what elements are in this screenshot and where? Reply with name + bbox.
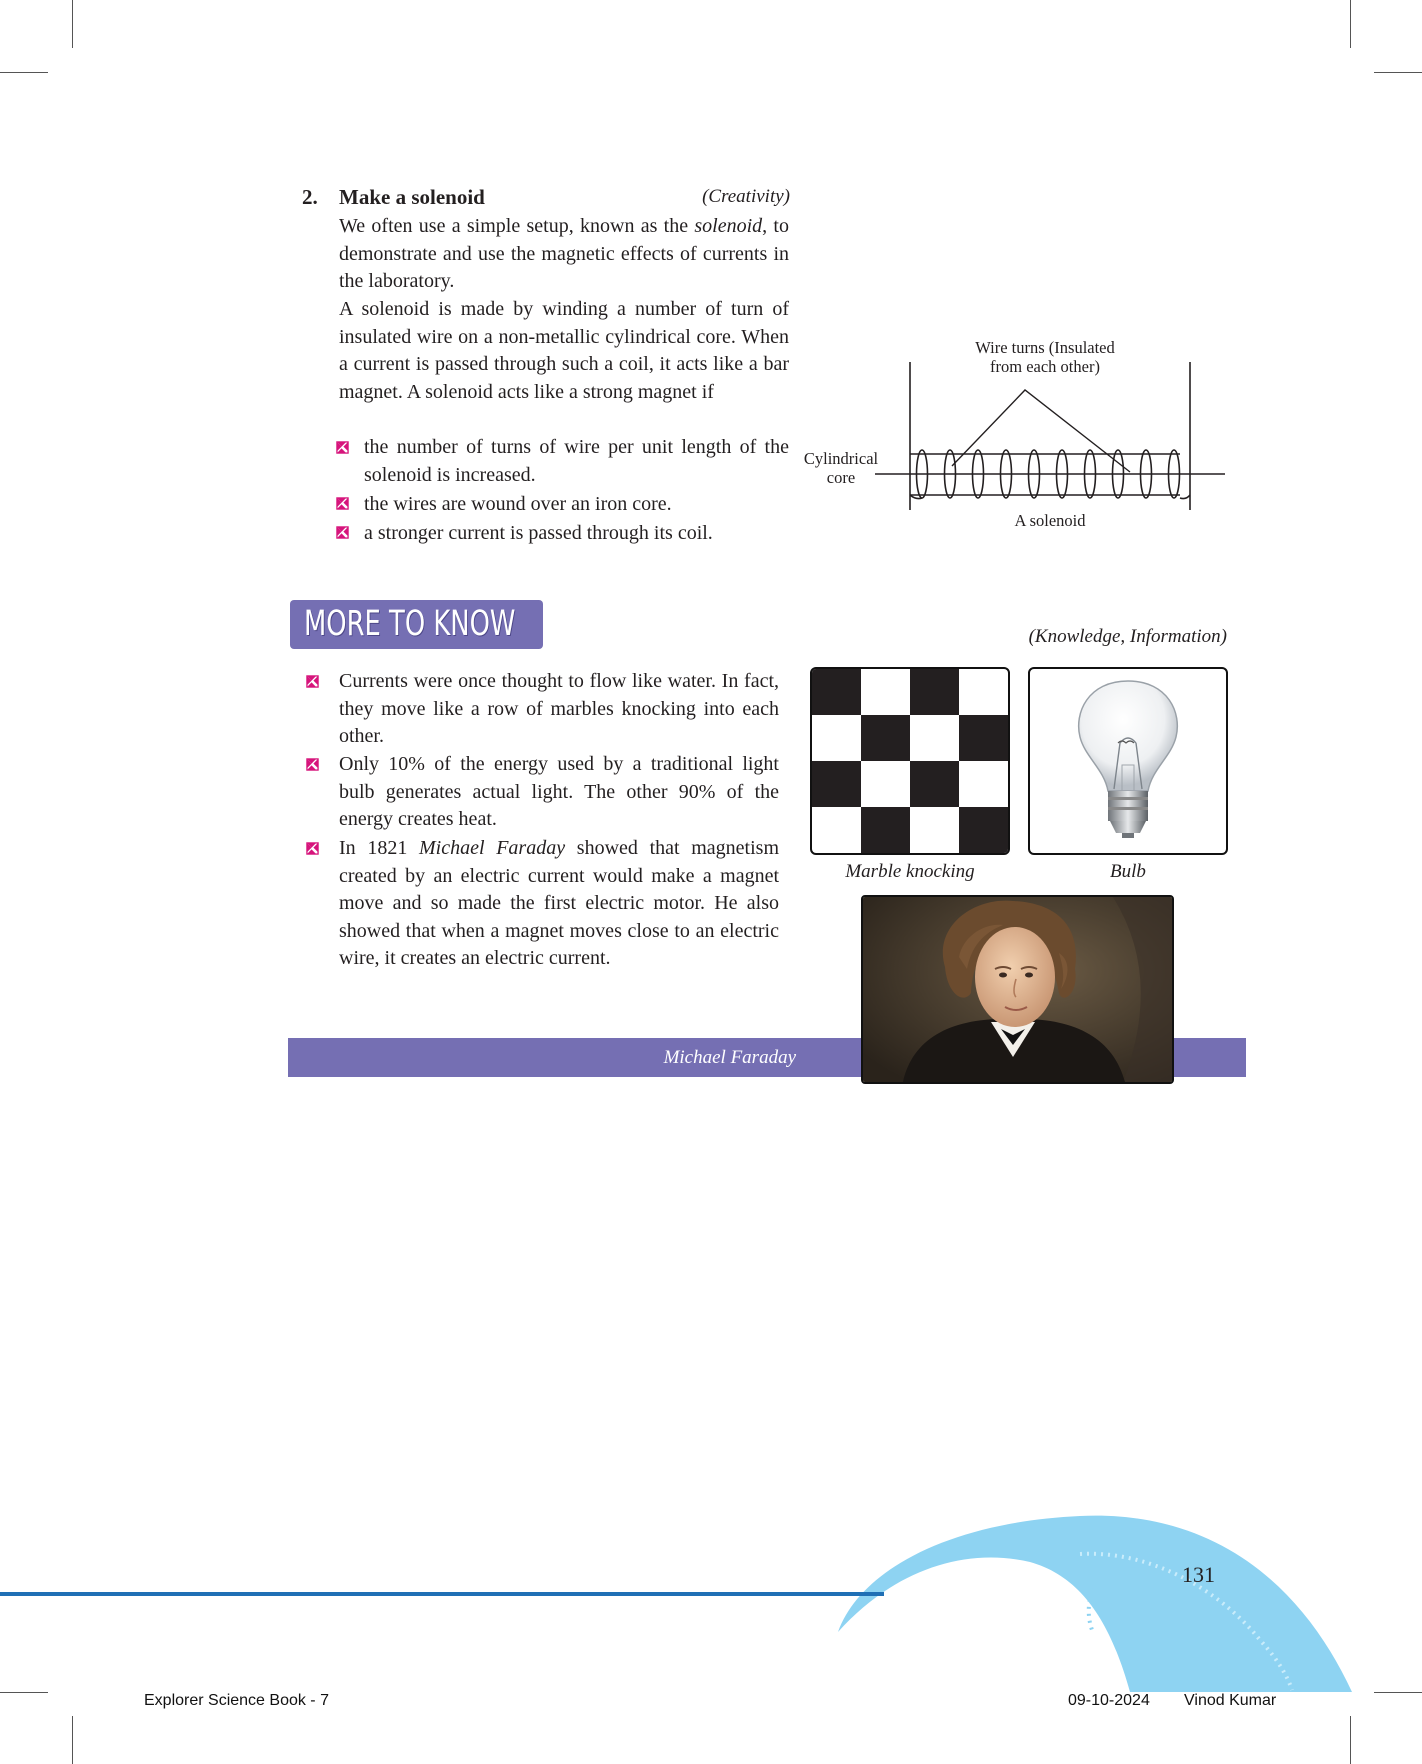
diagram-label-line: core bbox=[826, 468, 856, 487]
caption-marble-knocking: Marble knocking bbox=[845, 861, 975, 882]
crop-mark bbox=[0, 1692, 48, 1693]
page-number: 131 bbox=[1182, 1562, 1215, 1587]
more-to-know-heading-box bbox=[290, 600, 543, 649]
caption-bulb: Bulb bbox=[1110, 861, 1146, 882]
crop-mark bbox=[1350, 0, 1351, 48]
crop-mark bbox=[1374, 1692, 1422, 1693]
maltese-cross-icon bbox=[336, 526, 349, 539]
crop-mark bbox=[72, 0, 73, 48]
diagram-caption-solenoid: A solenoid bbox=[1014, 511, 1086, 530]
more-to-know-heading: MORE TO KNOW bbox=[304, 604, 516, 644]
diagram-label-line: Cylindrical bbox=[803, 449, 879, 468]
more-to-know-bullet bbox=[339, 835, 779, 973]
checkerboard-graphic bbox=[812, 669, 1008, 853]
maltese-cross-icon bbox=[306, 758, 319, 771]
maltese-cross-icon bbox=[306, 675, 319, 688]
crop-mark bbox=[1350, 1716, 1351, 1764]
section-number: 2. bbox=[302, 185, 318, 209]
crop-mark bbox=[72, 1716, 73, 1764]
para-text: We often use a simple setup, known as the bbox=[339, 215, 695, 237]
para-text: , to demonstrate and use the magnetic effects of currents in the laboratory. bbox=[339, 215, 789, 292]
maltese-cross-icon bbox=[336, 441, 349, 454]
bullet-item: the number of turns of wire per unit length of the solenoid is increased. bbox=[364, 436, 789, 486]
section-tag: (Creativity) bbox=[702, 186, 790, 207]
diagram-label-line: from each other) bbox=[990, 357, 1100, 376]
section-paragraph-2: A solenoid is made by winding a number of turn of insulated wire on a non-metallic cylindrical core. When a current is passed through such a coil, it acts like a bar magnet. A solenoid acts like a strong magnet if bbox=[339, 298, 789, 403]
footer-book-title: Explorer Science Book - 7 bbox=[144, 1692, 329, 1709]
portrait-graphic bbox=[863, 897, 1172, 1082]
bullet-item: the wires are wound over an iron core. bbox=[364, 493, 672, 515]
page-corner-wave bbox=[830, 1510, 1360, 1695]
marble-knocking-image bbox=[810, 667, 1010, 855]
bullet-emphasis: Michael Faraday bbox=[419, 837, 566, 859]
bullet-text: In 1821 bbox=[339, 837, 420, 859]
section-paragraph-1 bbox=[339, 213, 789, 296]
more-to-know-tag: (Knowledge, Information) bbox=[1028, 626, 1227, 647]
bullet-text: showed that magnetism created by an electric current would make a magnet move and so made the first electric motor. He also showed that when a magnet moves close to an electric wire, it creates an electric current. bbox=[339, 837, 779, 969]
diagram-label-core bbox=[796, 449, 886, 487]
diagram-label-line: Wire turns (Insulated bbox=[975, 338, 1115, 357]
light-bulb-icon bbox=[1030, 669, 1226, 853]
bullet-item: a stronger current is passed through its coil. bbox=[364, 522, 713, 544]
crop-mark bbox=[1374, 72, 1422, 73]
para-emphasis: solenoid bbox=[694, 215, 763, 237]
footer-author: Vinod Kumar bbox=[1184, 1692, 1277, 1709]
bulb-image bbox=[1028, 667, 1228, 855]
footer-rule bbox=[0, 1592, 884, 1596]
diagram-label-wire-turns bbox=[935, 338, 1155, 376]
more-to-know-bullet: Only 10% of the energy used by a traditional light bulb generates actual light. The other 90% of the energy creates heat. bbox=[339, 753, 779, 830]
section-title: Make a solenoid bbox=[339, 185, 485, 209]
maltese-cross-icon bbox=[336, 497, 349, 510]
faraday-portrait bbox=[861, 895, 1174, 1084]
more-to-know-bullet: Currents were once thought to flow like water. In fact, they move like a row of marbles knocking into each other. bbox=[339, 670, 779, 747]
caption-faraday: Michael Faraday bbox=[663, 1047, 796, 1068]
maltese-cross-icon bbox=[306, 842, 319, 855]
crop-mark bbox=[0, 72, 48, 73]
solenoid-diagram bbox=[860, 350, 1230, 530]
footer-date: 09-10-2024 bbox=[1068, 1692, 1150, 1709]
